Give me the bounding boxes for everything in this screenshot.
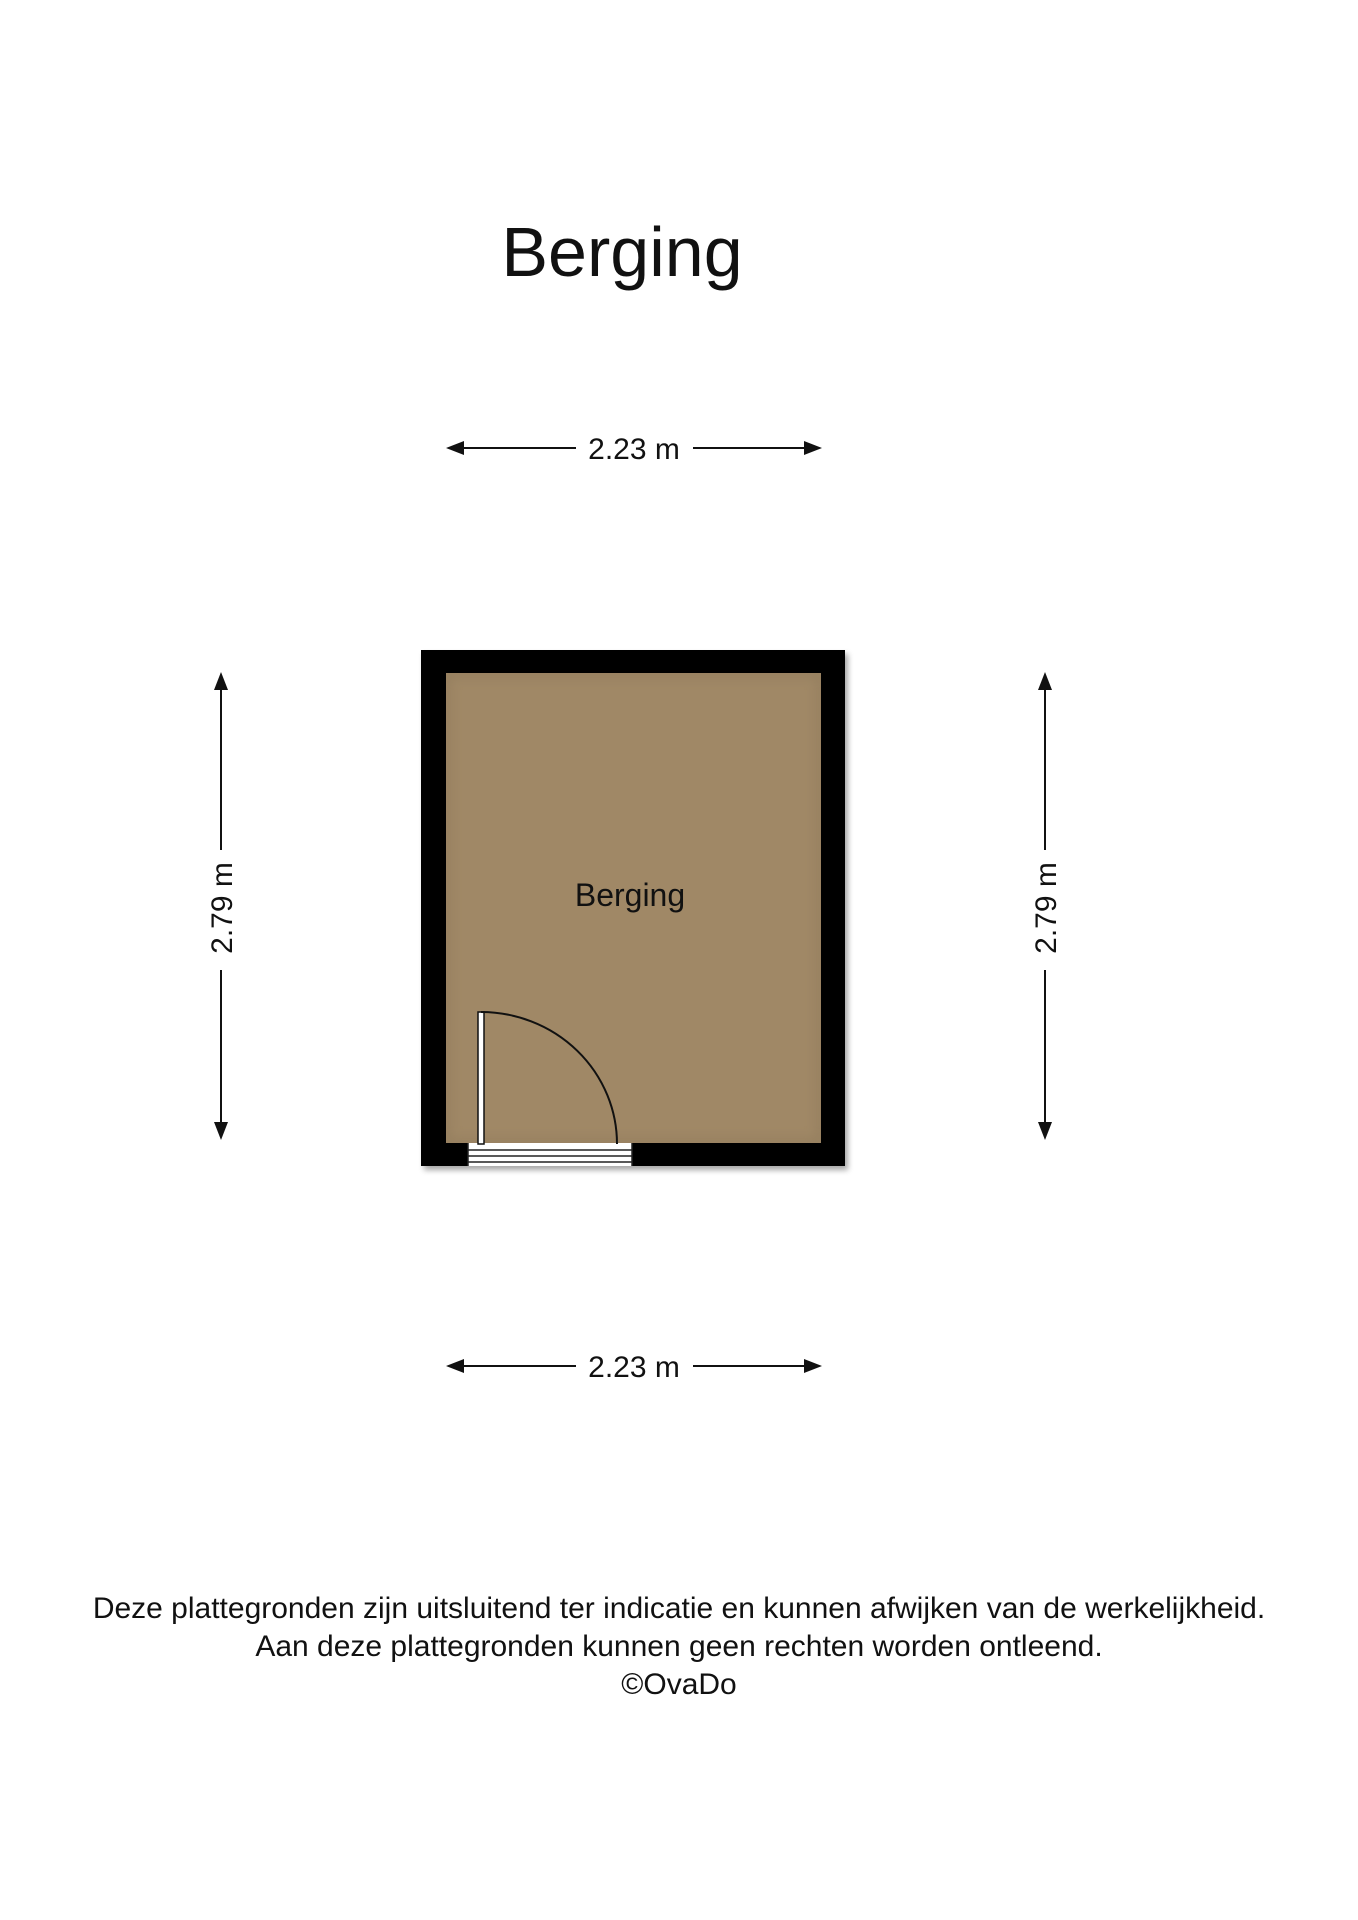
copyright: ©OvaDo <box>621 1668 737 1701</box>
dimension-left <box>206 672 239 1140</box>
dimension-left-label: 2.79 m <box>206 862 239 954</box>
room <box>421 650 848 1170</box>
dimension-right-label: 2.79 m <box>1030 862 1063 954</box>
arrow-left-icon <box>446 1359 464 1373</box>
arrow-down-icon <box>1038 1122 1052 1140</box>
page-title: Berging <box>501 213 743 291</box>
arrow-up-icon <box>214 672 228 690</box>
room-label: Berging <box>574 877 686 913</box>
arrow-down-icon <box>214 1122 228 1140</box>
door-leaf <box>478 1012 484 1144</box>
dimension-bottom <box>446 1351 822 1384</box>
disclaimer-line-1: Deze plattegronden zijn uitsluitend ter indicatie en kunnen afwijken van de werkelijkheid. <box>92 1592 1266 1625</box>
arrow-up-icon <box>1038 672 1052 690</box>
dimension-right <box>1030 672 1063 1140</box>
disclaimer-line-2: Aan deze plattegronden kunnen geen rechten worden ontleend. <box>255 1630 1103 1663</box>
arrow-left-icon <box>446 441 464 455</box>
arrow-right-icon <box>804 1359 822 1373</box>
arrow-right-icon <box>804 441 822 455</box>
dimension-top-label: 2.23 m <box>588 433 680 466</box>
disclaimer <box>0 1590 1358 1704</box>
dimension-top <box>446 433 822 466</box>
dimension-bottom-label: 2.23 m <box>588 1351 680 1384</box>
